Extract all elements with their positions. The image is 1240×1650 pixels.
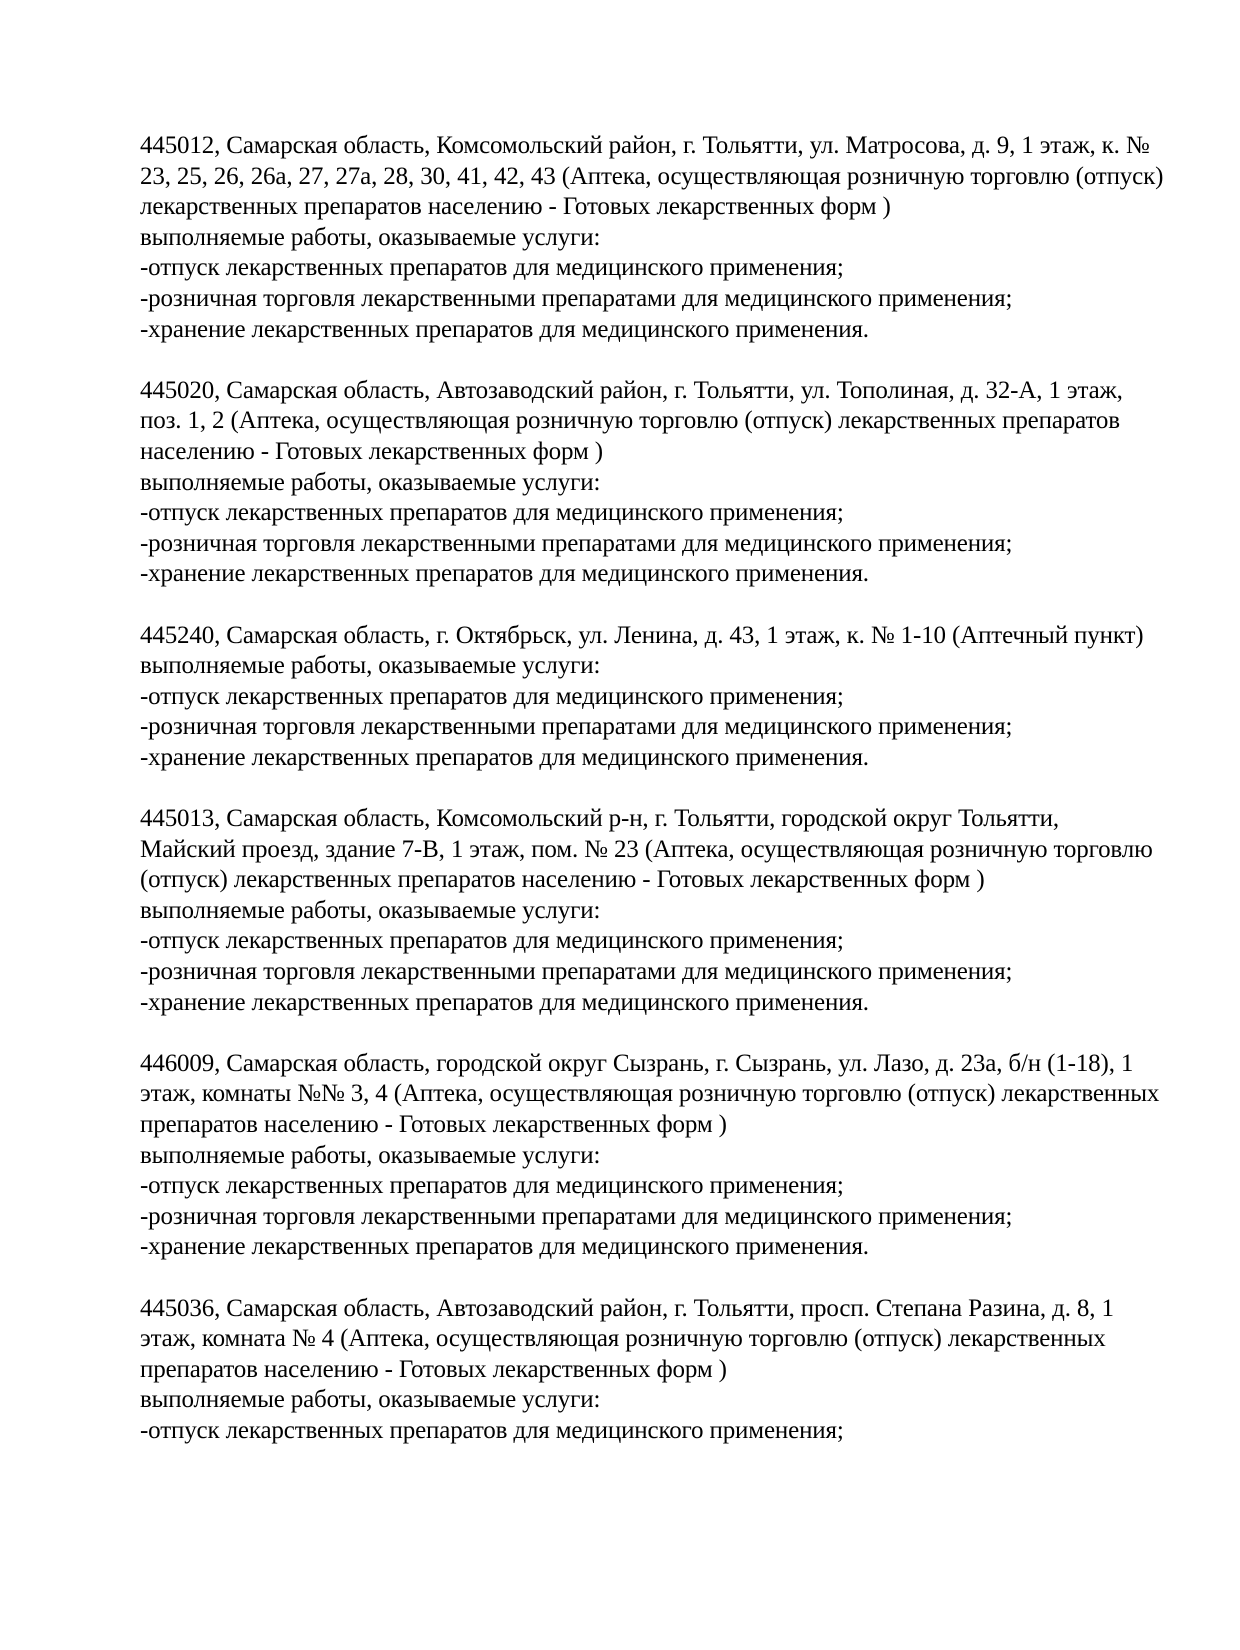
entry-text-line: Майский проезд, здание 7-В, 1 этаж, пом. № 23 (Аптека, осуществляющая розничную торговлю [140, 835, 1153, 863]
entry-text-line: -отпуск лекарственных препаратов для медицинского применения; [140, 1416, 844, 1444]
license-entry [140, 804, 1185, 1018]
entry-text-line: -отпуск лекарственных препаратов для медицинского применения; [140, 927, 844, 955]
license-entry [140, 621, 1185, 774]
entry-text-line: этаж, комнаты №№ 3, 4 (Аптека, осуществляющая розничную торговлю (отпуск) лекарственных [140, 1080, 1160, 1108]
license-entry [140, 376, 1185, 590]
entry-text-line: выполняемые работы, оказываемые услуги: [140, 468, 601, 496]
license-entry [140, 131, 1185, 345]
entry-text-line: выполняемые работы, оказываемые услуги: [140, 223, 601, 251]
entry-text-line: выполняемые работы, оказываемые услуги: [140, 652, 601, 680]
entry-text-line: 23, 25, 26, 26а, 27, 27а, 28, 30, 41, 42, 43 (Аптека, осуществляющая розничную торговлю (отпуск) [140, 162, 1164, 190]
entry-address-line: 445020, Самарская область, Автозаводский район, г. Тольятти, ул. Тополиная, д. 32-А, 1 этаж, [140, 376, 1123, 404]
entry-text-line: препаратов населению - Готовых лекарственных форм ) [140, 1111, 727, 1138]
entry-text-line: -розничная торговля лекарственными препаратами для медицинского применения; [140, 1202, 1013, 1230]
entry-text-line: -хранение лекарственных препаратов для медицинского применения. [140, 560, 869, 588]
entry-address-line: 445036, Самарская область, Автозаводский район, г. Тольятти, просп. Степана Разина, д. 8, 1 [140, 1294, 1114, 1322]
entry-address-line: 446009, Самарская область, городской округ Сызрань, г. Сызрань, ул. Лазо, д. 23а, б/н (1-18), 1 [140, 1049, 1134, 1077]
entry-text-line: -хранение лекарственных препаратов для медицинского применения. [140, 315, 869, 343]
license-entry [140, 1294, 1185, 1447]
entry-text-line: -отпуск лекарственных препаратов для медицинского применения; [140, 1172, 844, 1200]
entry-text-line: -отпуск лекарственных препаратов для медицинского применения; [140, 682, 844, 710]
entry-address-line: 445012, Самарская область, Комсомольский район, г. Тольятти, ул. Матросова, д. 9, 1 этаж, к. № [140, 132, 1150, 159]
license-entry [140, 1049, 1185, 1263]
entry-text-line: выполняемые работы, оказываемые услуги: [140, 1141, 601, 1169]
entry-text-line: поз. 1, 2 (Аптека, осуществляющая розничную торговлю (отпуск) лекарственных препаратов [140, 407, 1120, 435]
entry-text-line: лекарственных препаратов населению - Готовых лекарственных форм ) [140, 193, 891, 221]
entry-text-line: -отпуск лекарственных препаратов для медицинского применения; [140, 254, 844, 282]
entry-address-line: 445240, Самарская область, г. Октябрьск, ул. Ленина, д. 43, 1 этаж, к. № 1-10 (Аптечный пункт) [140, 621, 1144, 649]
entry-text-line: -хранение лекарственных препаратов для медицинского применения. [140, 988, 869, 1016]
entry-text-line: -розничная торговля лекарственными препаратами для медицинского применения; [140, 284, 1013, 312]
entry-text-line: населению - Готовых лекарственных форм ) [140, 437, 603, 465]
entry-text-line: выполняемые работы, оказываемые услуги: [140, 1386, 601, 1414]
document-body [140, 131, 1185, 1447]
entry-text-line: препаратов населению - Готовых лекарственных форм ) [140, 1355, 727, 1383]
entry-text-line: выполняемые работы, оказываемые услуги: [140, 896, 601, 924]
entry-text-line: -розничная торговля лекарственными препаратами для медицинского применения; [140, 958, 1013, 986]
entry-text-line: -отпуск лекарственных препаратов для медицинского применения; [140, 499, 844, 527]
entry-address-line: 445013, Самарская область, Комсомольский р-н, г. Тольятти, городской округ Тольятти, [140, 805, 1060, 833]
entry-text-line: -хранение лекарственных препаратов для медицинского применения. [140, 1233, 869, 1261]
entry-text-line: -розничная торговля лекарственными препаратами для медицинского применения; [140, 713, 1013, 741]
entry-text-line: (отпуск) лекарственных препаратов населению - Готовых лекарственных форм ) [140, 866, 985, 894]
entry-text-line: -розничная торговля лекарственными препаратами для медицинского применения; [140, 529, 1013, 557]
entry-text-line: этаж, комната № 4 (Аптека, осуществляющая розничную торговлю (отпуск) лекарственных [140, 1325, 1106, 1353]
entry-text-line: -хранение лекарственных препаратов для медицинского применения. [140, 743, 869, 771]
